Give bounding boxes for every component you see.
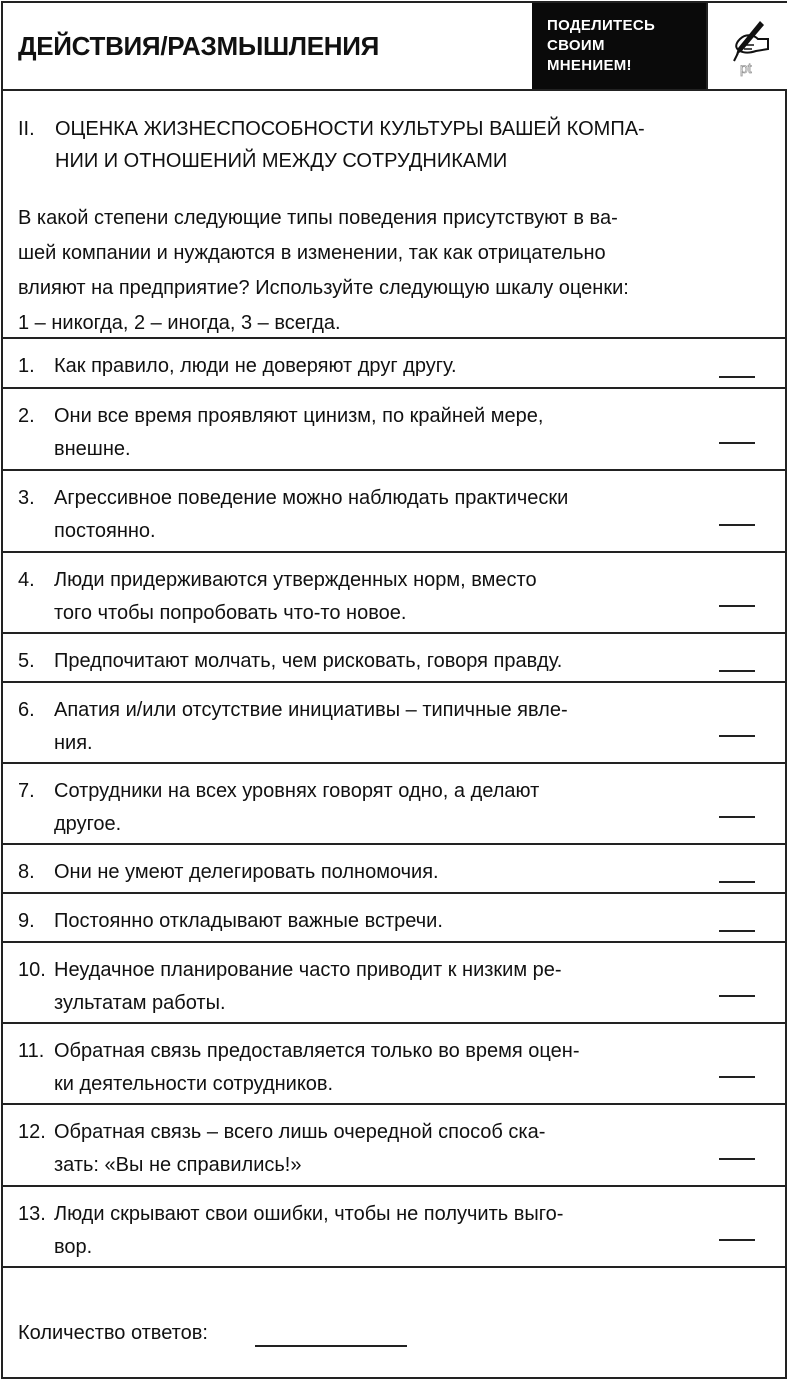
question-row-6 [3, 683, 785, 764]
footer [3, 1267, 785, 1379]
instructions-line: шей компании и нуждаются в изменении, так как отрицательно [18, 242, 606, 264]
question-number: 4. [18, 569, 35, 591]
question-number: 1. [18, 355, 35, 377]
question-text: Люди придерживаются утвержденных норм, вместо того чтобы попробовать что-то новое. [54, 569, 537, 624]
answer-blank[interactable] [719, 1158, 755, 1160]
share-opinion-badge [532, 3, 706, 89]
answer-blank[interactable] [719, 442, 755, 444]
question-row-8 [3, 845, 785, 894]
question-text: Сотрудники на всех уровнях говорят одно, а делают другое. [54, 780, 540, 835]
question-row-4 [3, 553, 785, 634]
question-text: Обратная связь предоставляется только во время оцен- ки деятельности сотрудников. [54, 1040, 580, 1095]
question-row-3 [3, 471, 785, 553]
question-number: 7. [18, 780, 35, 802]
question-text: Апатия и/или отсутствие инициативы – типичные явле- ния. [54, 699, 568, 754]
question-number: 10. [18, 959, 46, 981]
section-intro [3, 89, 785, 339]
writing-hand-icon [720, 17, 776, 77]
instructions [18, 201, 768, 341]
question-text: Они не умеют делегировать полномочия. [54, 861, 439, 883]
answer-blank[interactable] [719, 670, 755, 672]
question-text: Обратная связь – всего лишь очередной способ ска- зать: «Вы не справились!» [54, 1121, 546, 1176]
header [3, 3, 785, 91]
answer-blank[interactable] [719, 930, 755, 932]
share-opinion-label: ПОДЕЛИТЕСЬ СВОИМ МНЕНИЕМ! [547, 17, 656, 74]
question-row-5 [3, 634, 785, 683]
question-text: Они все время проявляют цинизм, по крайней мере, внешне. [54, 405, 544, 460]
answer-blank[interactable] [719, 376, 755, 378]
icon-box [706, 3, 787, 89]
answer-blank[interactable] [719, 605, 755, 607]
question-text: Люди скрывают свои ошибки, чтобы не получить выго- вор. [54, 1203, 564, 1258]
question-row-7 [3, 764, 785, 845]
answer-count-label: Количество ответов: [18, 1322, 208, 1344]
section-heading-line-1: ОЦЕНКА ЖИЗНЕСПОСОБНОСТИ КУЛЬТУРЫ ВАШЕЙ КОМПА- [55, 118, 645, 140]
question-text: Агрессивное поведение можно наблюдать практически постоянно. [54, 487, 569, 542]
question-row-11 [3, 1024, 785, 1105]
question-number: 12. [18, 1121, 46, 1143]
question-text: Предпочитают молчать, чем рисковать, говоря правду. [54, 650, 563, 672]
section-number: II. [18, 118, 35, 140]
answer-blank[interactable] [719, 1076, 755, 1078]
answer-blank[interactable] [719, 735, 755, 737]
answer-blank[interactable] [719, 524, 755, 526]
answer-blank[interactable] [719, 995, 755, 997]
question-number: 11. [18, 1040, 45, 1062]
question-number: 3. [18, 487, 35, 509]
question-row-9 [3, 894, 785, 943]
question-row-12 [3, 1105, 785, 1187]
section-heading-line-2: НИИ И ОТНОШЕНИЙ МЕЖДУ СОТРУДНИКАМИ [55, 150, 508, 172]
question-number: 5. [18, 650, 35, 672]
question-text: Постоянно откладывают важные встречи. [54, 910, 443, 932]
question-number: 6. [18, 699, 35, 721]
question-row-2 [3, 389, 785, 471]
question-text: Как правило, люди не доверяют друг другу. [54, 355, 457, 377]
instructions-line: влияют на предприятие? Используйте следующую шкалу оценки: [18, 277, 629, 299]
answer-blank[interactable] [719, 1239, 755, 1241]
question-number: 13. [18, 1203, 46, 1225]
question-number: 2. [18, 405, 35, 427]
question-number: 9. [18, 910, 35, 932]
icon-caption: pt [740, 60, 752, 76]
instructions-line: 1 – никогда, 2 – иногда, 3 – всегда. [18, 312, 341, 334]
question-row-10 [3, 943, 785, 1024]
question-text: Неудачное планирование часто приводит к низким ре- зультатам работы. [54, 959, 562, 1014]
instructions-line: В какой степени следующие типы поведения присутствуют в ва- [18, 207, 618, 229]
section-heading [18, 113, 758, 177]
answer-blank[interactable] [719, 881, 755, 883]
question-row-1 [3, 339, 785, 389]
page-title: ДЕЙСТВИЯ/РАЗМЫШЛЕНИЯ [18, 31, 380, 61]
answer-count-field[interactable] [255, 1345, 407, 1347]
question-row-13 [3, 1187, 785, 1268]
worksheet [1, 1, 787, 1379]
question-number: 8. [18, 861, 35, 883]
answer-blank[interactable] [719, 816, 755, 818]
